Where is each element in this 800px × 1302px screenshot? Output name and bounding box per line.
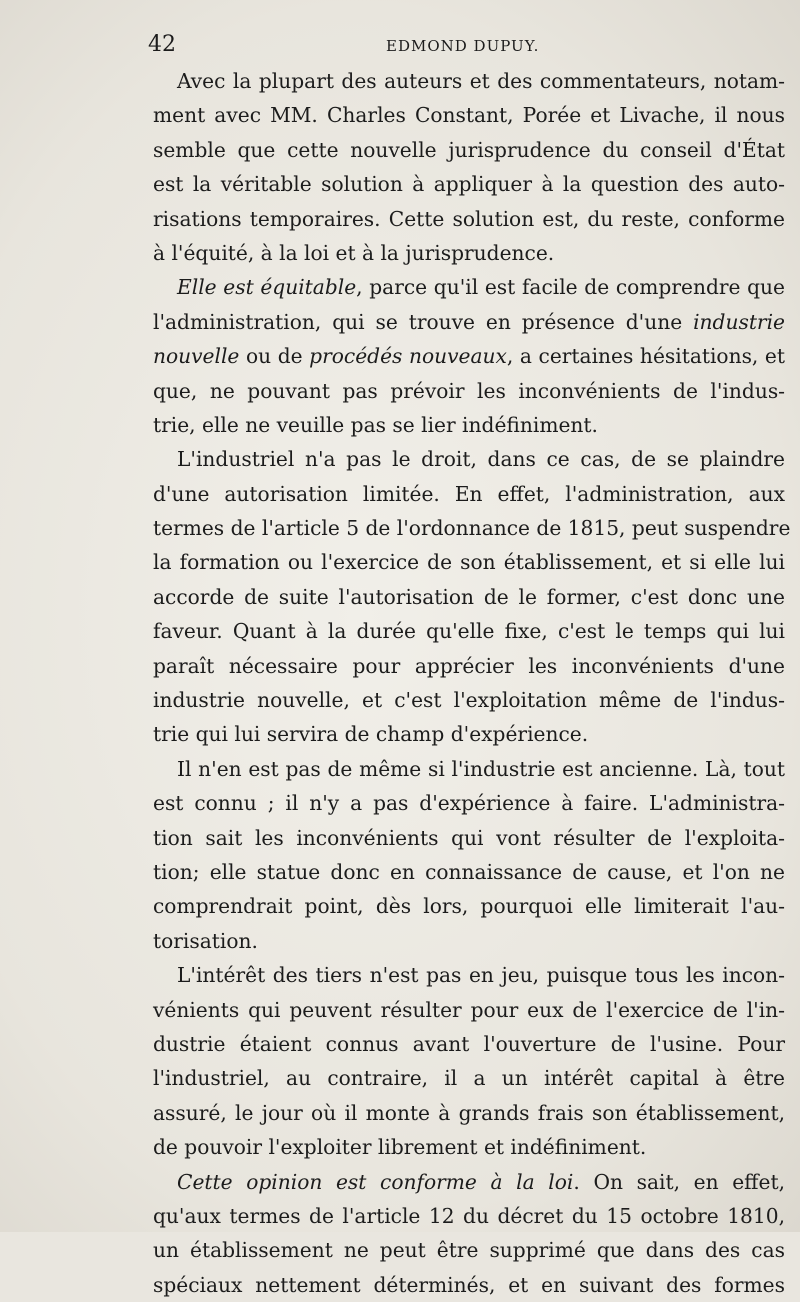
text-run: . On sait, en effet,: [573, 1169, 786, 1194]
text-run: , a certaines hésitations, et: [506, 344, 785, 369]
text-line: faveur. Quant à la durée qu'elle fixe, c'est le temps qui lui: [153, 619, 785, 644]
running-head: EDMOND DUPUY.: [386, 37, 540, 55]
emphasis-text: industrie: [693, 309, 785, 334]
text-line: vénients qui peuvent résulter pour eux de l'exercice de l'in-: [153, 997, 785, 1022]
text-line: Il n'en est pas de même si l'industrie est ancienne. Là, tout: [177, 756, 785, 781]
text-line: trie qui lui servira de champ d'expérience.: [153, 722, 589, 747]
text-line: est connu ; il n'y a pas d'expérience à faire. L'administra-: [153, 791, 785, 816]
text-line: spéciaux nettement déterminés, et en suivant des formes: [153, 1272, 785, 1297]
text-line: accorde de suite l'autorisation de le former, c'est donc une: [153, 584, 785, 609]
text-line: tion sait les inconvénients qui vont résulter de l'exploita-: [153, 825, 785, 850]
text-line: la formation ou l'exercice de son établissement, et si elle lui: [153, 550, 785, 575]
emphasis-text: procédés nouveaux: [309, 344, 507, 369]
text-line: risations temporaires. Cette solution est, du reste, conforme: [153, 206, 785, 231]
text-line: torisation.: [153, 928, 258, 953]
text-line: [153, 305, 785, 339]
text-line: termes de l'article 5 de l'ordonnance de 1815, peut suspendre: [153, 516, 791, 541]
body-text: [153, 64, 791, 1302]
text-line: dustrie étaient connus avant l'ouverture de l'usine. Pour: [153, 1031, 785, 1056]
page-header: [148, 30, 768, 60]
text-line: Avec la plupart des auteurs et des commentateurs, notam-: [177, 69, 785, 93]
text-line: L'industriel n'a pas le droit, dans ce cas, de se plaindre: [177, 447, 785, 472]
text-line: ment avec MM. Charles Constant, Porée et Livache, il nous: [153, 103, 785, 128]
text-line: [153, 1165, 785, 1199]
page-number: 42: [148, 32, 176, 57]
text-line: assuré, le jour où il monte à grands frais son établissement,: [153, 1100, 785, 1125]
text-line: [153, 270, 785, 304]
text-line: trie, elle ne veuille pas se lier indéfiniment.: [153, 412, 598, 437]
text-line: tion; elle statue donc en connaissance de cause, et l'on ne: [153, 859, 785, 884]
text-line: l'industriel, au contraire, il a un intérêt capital à être: [153, 1066, 785, 1091]
emphasis-text: nouvelle: [153, 344, 240, 369]
text-line: qu'aux termes de l'article 12 du décret du 15 octobre 1810,: [153, 1203, 785, 1228]
text-line: d'une autorisation limitée. En effet, l'administration, aux: [153, 481, 785, 506]
text-line: [153, 339, 785, 373]
text-run: , parce qu'il est facile de comprendre que: [356, 275, 786, 300]
emphasis-text: Cette opinion est conforme à la loi: [177, 1169, 574, 1194]
text-line: de pouvoir l'exploiter librement et indéfiniment.: [153, 1135, 647, 1160]
text-run: l'administration, qui se trouve en présence d'une: [153, 309, 694, 334]
text-line: est la véritable solution à appliquer à la question des auto-: [153, 172, 785, 197]
text-line: paraît nécessaire pour apprécier les inconvénients d'une: [153, 653, 785, 678]
emphasis-text: Elle est équitable: [177, 275, 357, 300]
text-line: industrie nouvelle, et c'est l'exploitation même de l'indus-: [153, 688, 785, 713]
text-line: un établissement ne peut être supprimé que dans des cas: [153, 1238, 785, 1263]
text-line: à l'équité, à la loi et à la jurisprudence.: [153, 240, 555, 265]
text-line: semble que cette nouvelle jurisprudence du conseil d'État: [153, 137, 785, 162]
text-run: ou de: [239, 344, 310, 369]
text-line: comprendrait point, dès lors, pourquoi elle limiterait l'au-: [153, 894, 785, 919]
text-line: que, ne pouvant pas prévoir les inconvénients de l'indus-: [153, 378, 785, 403]
text-line: L'intérêt des tiers n'est pas en jeu, puisque tous les incon-: [177, 963, 785, 988]
